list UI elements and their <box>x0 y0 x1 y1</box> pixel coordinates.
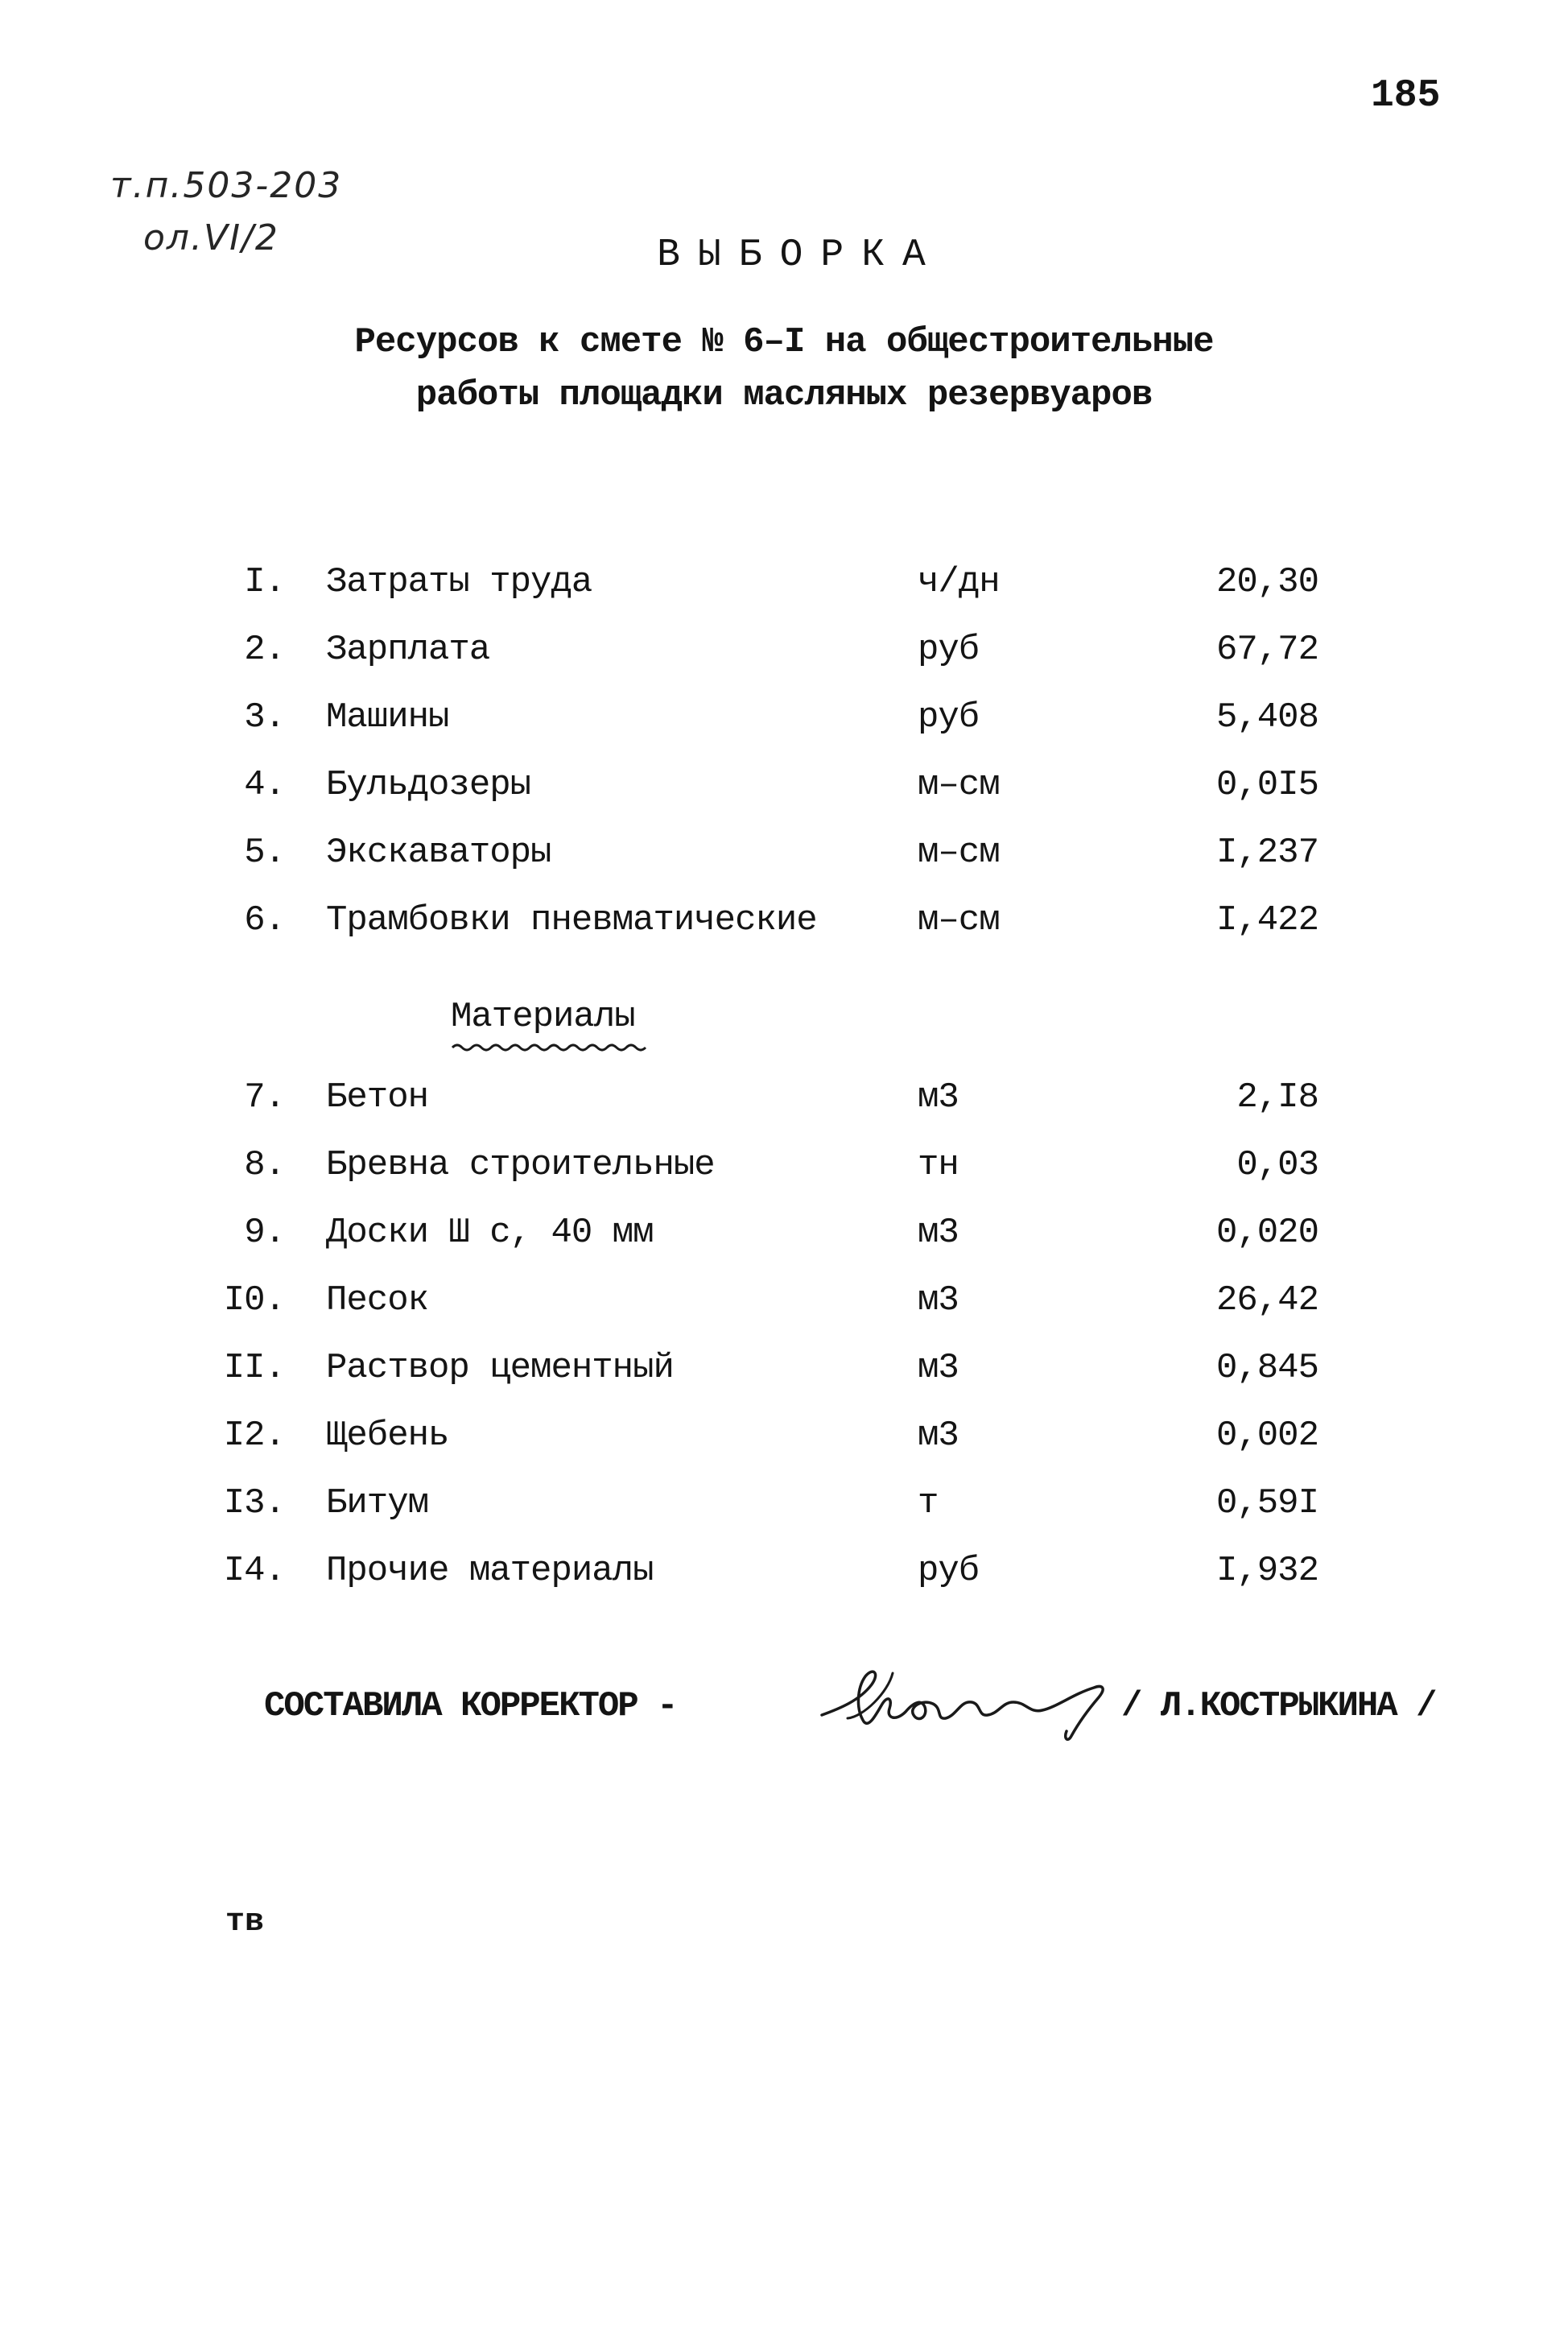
item-unit: м3 <box>918 1416 959 1456</box>
resource-row <box>0 562 1568 610</box>
material-row <box>0 1213 1568 1261</box>
item-number: I0. <box>223 1280 285 1320</box>
item-number: 3. <box>244 697 285 738</box>
item-quantity: 0,845 <box>1215 1348 1318 1388</box>
item-number: I4. <box>223 1551 285 1591</box>
item-quantity: 26,42 <box>1215 1280 1318 1320</box>
item-name: Затраты труда <box>326 562 592 602</box>
item-quantity: 2,I8 <box>1236 1077 1318 1118</box>
item-number: 7. <box>244 1077 285 1118</box>
material-row <box>0 1348 1568 1396</box>
material-row <box>0 1551 1568 1599</box>
item-unit: т <box>918 1483 939 1523</box>
item-unit: тн <box>918 1145 959 1185</box>
page-number: 185 <box>1371 74 1441 118</box>
item-unit: м–см <box>918 765 1000 805</box>
item-name: Доски Ш с, 40 мм <box>326 1213 654 1253</box>
item-name: Бревна строительные <box>326 1145 715 1185</box>
item-quantity: 20,30 <box>1215 562 1318 602</box>
item-number: 4. <box>244 765 285 805</box>
item-unit: м–см <box>918 900 1000 940</box>
item-name: Прочие материалы <box>326 1551 654 1591</box>
item-unit: м3 <box>918 1213 959 1253</box>
typist-mark: тв <box>225 1904 265 1940</box>
item-number: 9. <box>244 1213 285 1253</box>
item-unit: м–см <box>918 833 1000 873</box>
item-quantity: I,932 <box>1215 1551 1318 1591</box>
item-name: Зарплата <box>326 630 490 670</box>
document-subtitle-line-1: Ресурсов к смете № 6–I на общестроительные <box>354 322 1214 362</box>
item-number: 5. <box>244 833 285 873</box>
resource-row <box>0 697 1568 746</box>
item-number: I. <box>244 562 285 602</box>
material-row <box>0 1280 1568 1329</box>
item-unit: м3 <box>918 1077 959 1118</box>
item-name: Бульдозеры <box>326 765 531 805</box>
materials-heading: Материалы <box>451 997 635 1037</box>
item-quantity: 0,020 <box>1215 1213 1318 1253</box>
document-subtitle-line-2: работы площадки масляных резервуаров <box>415 375 1153 415</box>
item-quantity: 67,72 <box>1215 630 1318 670</box>
material-row <box>0 1416 1568 1464</box>
composed-by-label: СОСТАВИЛА КОРРЕКТОР - <box>264 1686 677 1726</box>
item-quantity: 0,002 <box>1215 1416 1318 1456</box>
item-name: Раствор цементный <box>326 1348 674 1388</box>
handwritten-project-ref: т.п.503-203 <box>110 165 343 206</box>
handwritten-signature <box>815 1652 1113 1749</box>
item-unit: руб <box>918 1551 980 1591</box>
resource-row <box>0 765 1568 813</box>
item-name: Машины <box>326 697 449 738</box>
item-quantity: I,422 <box>1215 900 1318 940</box>
item-quantity: 0,59I <box>1215 1483 1318 1523</box>
item-unit: ч/дн <box>918 562 1000 602</box>
item-name: Бетон <box>326 1077 429 1118</box>
item-number: 8. <box>244 1145 285 1185</box>
item-name: Битум <box>326 1483 429 1523</box>
item-unit: м3 <box>918 1348 959 1388</box>
item-quantity: I,237 <box>1215 833 1318 873</box>
item-name: Трамбовки пневматические <box>326 900 817 940</box>
document-title: ВЫБОРКА <box>657 234 943 277</box>
item-quantity: 0,03 <box>1236 1145 1318 1185</box>
material-row <box>0 1145 1568 1193</box>
materials-wavy-underline <box>451 1042 648 1053</box>
signer-name: / Л.КОСТРЫКИНА / <box>1121 1686 1436 1726</box>
item-unit: руб <box>918 697 980 738</box>
resource-row <box>0 900 1568 949</box>
item-name: Щебень <box>326 1416 449 1456</box>
handwritten-sheet-ref: ол.VI/2 <box>143 217 279 258</box>
resource-row <box>0 630 1568 678</box>
item-number: 6. <box>244 900 285 940</box>
item-number: II. <box>223 1348 285 1388</box>
item-quantity: 0,0I5 <box>1215 765 1318 805</box>
item-quantity: 5,408 <box>1215 697 1318 738</box>
material-row <box>0 1483 1568 1531</box>
item-unit: руб <box>918 630 980 670</box>
item-unit: м3 <box>918 1280 959 1320</box>
item-name: Песок <box>326 1280 429 1320</box>
item-name: Экскаваторы <box>326 833 551 873</box>
item-number: I2. <box>223 1416 285 1456</box>
material-row <box>0 1077 1568 1126</box>
item-number: I3. <box>223 1483 285 1523</box>
resource-row <box>0 833 1568 881</box>
item-number: 2. <box>244 630 285 670</box>
